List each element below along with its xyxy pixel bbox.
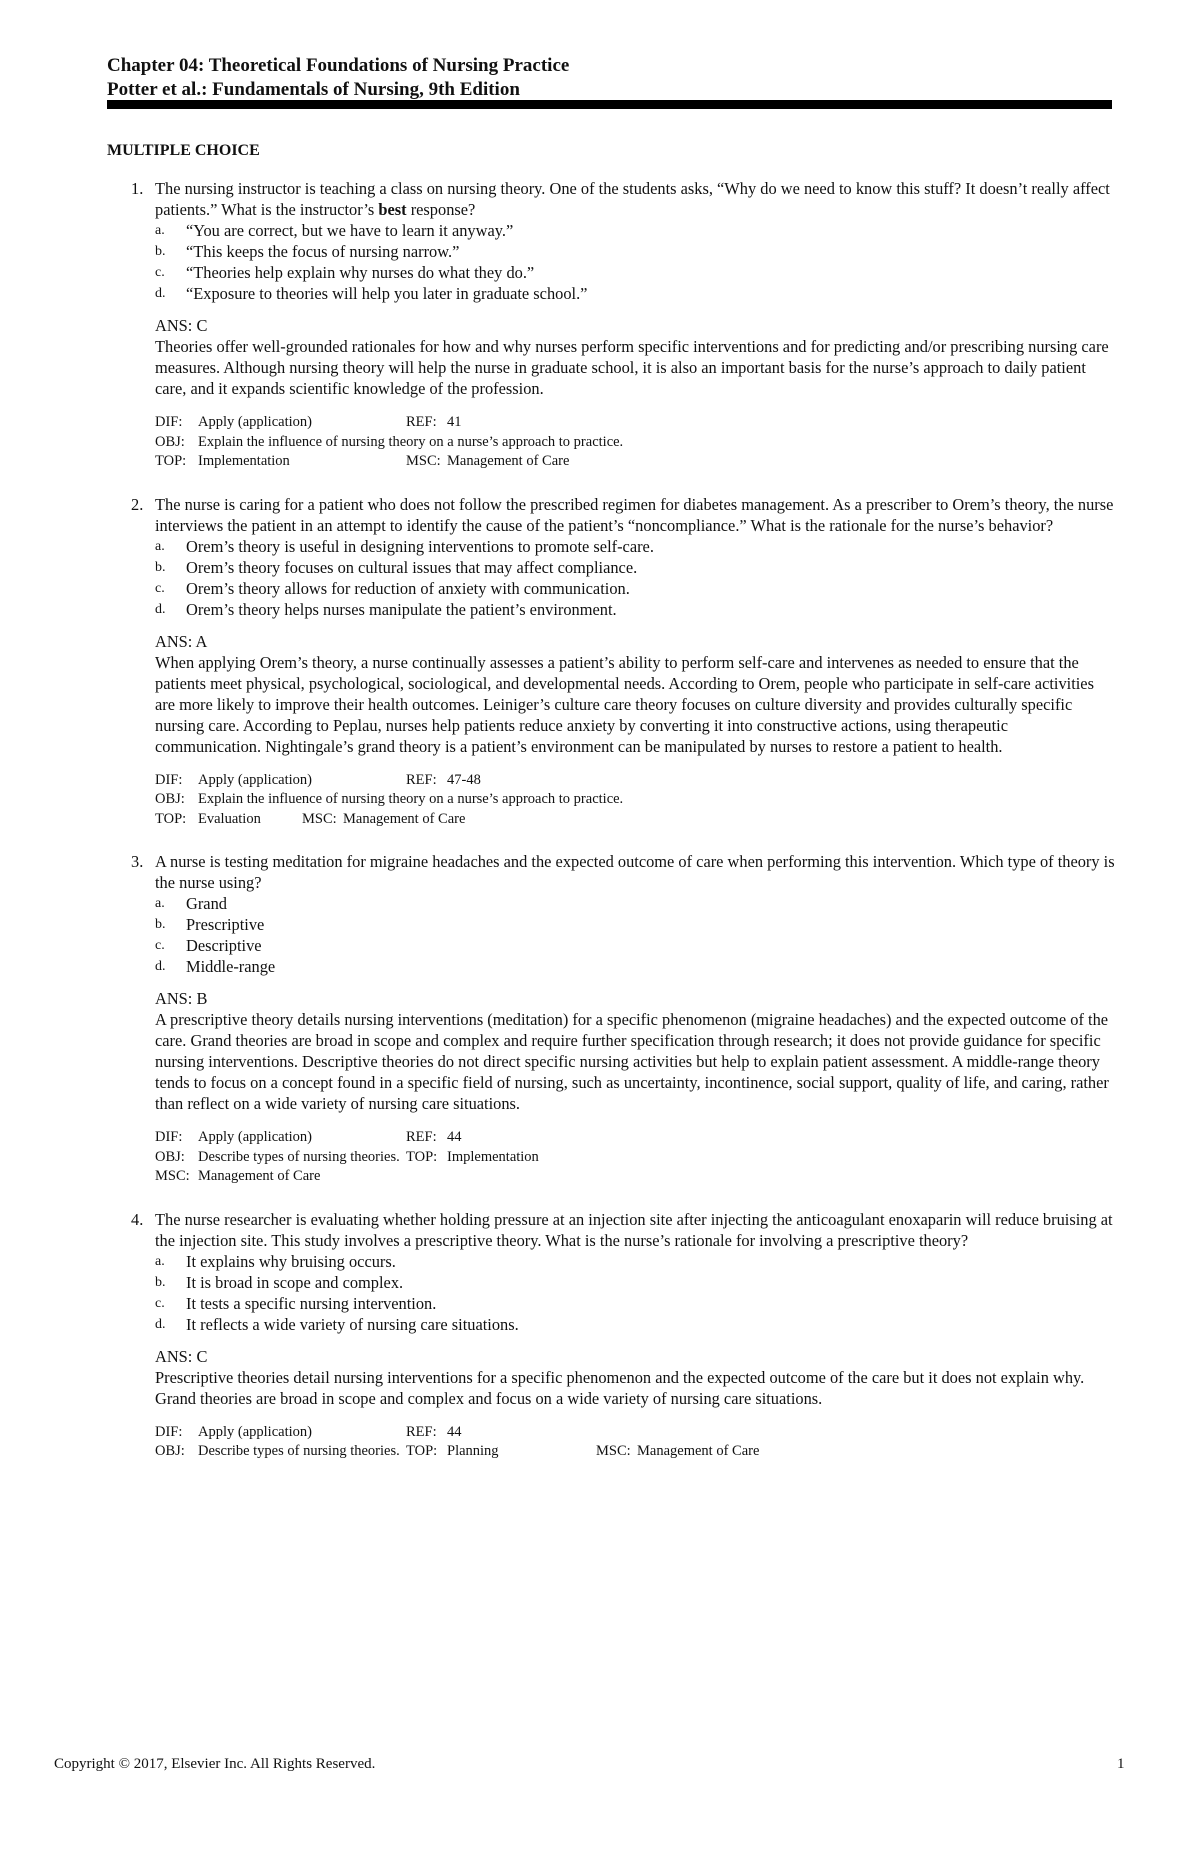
question-2 (107, 494, 1117, 830)
objective: Explain the influence of nursing theory on a nurse’s approach to practice. (198, 433, 624, 450)
obj-label: OBJ: (155, 1148, 185, 1165)
question-1 (107, 178, 1117, 472)
option-letter: d. (155, 959, 166, 974)
question-number: 2. (131, 494, 144, 514)
meta-row (155, 1442, 1117, 1462)
option-text: Prescriptive (186, 915, 265, 934)
answer-key: ANS: B (155, 989, 208, 1008)
msc-label: MSC: (302, 810, 337, 827)
option-a (155, 536, 1117, 557)
meta-row (155, 413, 1117, 433)
msc: Management of Care (343, 810, 466, 827)
difficulty: Apply (application) (198, 414, 312, 430)
option-a (155, 893, 1117, 914)
question-number: 1. (131, 179, 144, 198)
question-metadata (155, 1128, 1117, 1187)
reference: 44 (447, 1423, 462, 1440)
rationale: Theories offer well-grounded rationales for how and why nurses perform specific interventions and for predicting and/or prescribing nursing care measures. Although nursing theory will help the nurse in graduate school, it is also an important basis for the nurse’s approach to daily patient care, and it expands scientific knowledge of the profession. (155, 337, 1109, 398)
option-c (155, 262, 1117, 283)
meta-row (155, 771, 1117, 791)
option-text: Descriptive (186, 936, 262, 955)
option-b (155, 557, 1117, 578)
msc: Management of Care (198, 1168, 321, 1184)
topic: Implementation (198, 453, 290, 469)
option-d (155, 599, 1117, 620)
question-4 (107, 1209, 1117, 1462)
topic: Implementation (447, 1148, 539, 1165)
option-text: Orem’s theory focuses on cultural issues that may affect compliance. (186, 557, 638, 577)
option-letter: d. (155, 601, 166, 617)
option-text: Orem’s theory allows for reduction of anxiety with communication. (186, 578, 630, 598)
option-letter: b. (155, 559, 166, 575)
ref-label: REF: (406, 414, 437, 430)
option-letter: b. (155, 1274, 166, 1290)
option-d (155, 956, 1117, 977)
option-text: It is broad in scope and complex. (186, 1272, 404, 1292)
ref-label: REF: (406, 1129, 437, 1145)
reference: 44 (447, 1129, 462, 1145)
option-text: “You are correct, but we have to learn it anyway.” (186, 221, 514, 240)
option-a (155, 1251, 1117, 1272)
option-letter: a. (155, 538, 165, 554)
option-text: It reflects a wide variety of nursing care situations. (186, 1314, 519, 1334)
option-letter: c. (155, 938, 165, 953)
msc-label: MSC: (155, 1168, 190, 1184)
ref-label: REF: (406, 771, 437, 788)
document-header (107, 54, 1107, 102)
question-metadata (155, 413, 1117, 472)
header-rule (107, 100, 1112, 109)
option-letter: a. (155, 896, 165, 911)
dif-label: DIF: (155, 414, 183, 430)
objective: Explain the influence of nursing theory on a nurse’s approach to practice. (198, 791, 624, 807)
answer-key: ANS: A (155, 631, 208, 651)
rationale: Prescriptive theories detail nursing interventions for a specific phenomenon and the expected outcome of the care but it does not explain why. Grand theories are broad in scope and complex and focus on a wide variety of nursing care situations. (155, 1367, 1085, 1408)
option-letter: d. (155, 1316, 166, 1332)
answer-key: ANS: C (155, 316, 208, 335)
question-stem: The nurse researcher is evaluating whether holding pressure at an injection site after injecting the anticoagulant enoxaparin will reduce bruising at the injection site. This study involves a prescriptive theory. What is the nurse’s rationale for involving a prescriptive theory? (155, 1209, 1113, 1250)
question-3 (107, 851, 1117, 1187)
option-text: “Theories help explain why nurses do what they do.” (186, 263, 535, 282)
meta-row (155, 433, 1117, 453)
option-c (155, 935, 1117, 956)
option-letter: a. (155, 223, 165, 238)
meta-row (155, 1167, 1117, 1187)
ref-label: REF: (406, 1423, 437, 1440)
obj-label: OBJ: (155, 433, 185, 450)
option-letter: b. (155, 244, 166, 259)
option-text: Middle-range (186, 957, 276, 976)
option-c (155, 578, 1117, 599)
chapter-title: Chapter 04: Theoretical Foundations of Nursing Practice (107, 55, 570, 76)
answer-key: ANS: C (155, 1346, 208, 1366)
obj-label: OBJ: (155, 1443, 185, 1459)
top-label: TOP: (155, 453, 187, 469)
difficulty: Apply (application) (198, 1129, 312, 1145)
question-metadata (155, 1423, 1117, 1462)
page-number: 1 (1117, 1756, 1125, 1772)
msc: Management of Care (447, 453, 570, 469)
meta-row (155, 452, 1117, 472)
copyright: Copyright © 2017, Elsevier Inc. All Rights Reserved. (54, 1756, 376, 1772)
option-text: “Exposure to theories will help you later in graduate school.” (186, 284, 588, 303)
meta-row (155, 1128, 1117, 1148)
question-metadata (155, 771, 1117, 830)
objective: Describe types of nursing theories. (198, 1148, 400, 1165)
dif-label: DIF: (155, 1423, 183, 1440)
top-label: TOP: (406, 1148, 438, 1165)
option-b (155, 1272, 1117, 1293)
option-c (155, 1293, 1117, 1314)
book-title: Potter et al.: Fundamentals of Nursing, 9th Edition (107, 79, 520, 100)
top-label: TOP: (155, 810, 187, 827)
meta-row (155, 1148, 1117, 1168)
obj-label: OBJ: (155, 791, 185, 807)
msc-label: MSC: (406, 453, 441, 469)
rationale: When applying Orem’s theory, a nurse continually assesses a patient’s ability to perform self-care and intervenes as needed to ensure that the patients meet physical, psychological, sociological, and developmental needs. According to Orem, people who participate in self-care activities are more likely to improve their health outcomes. Leiniger’s culture care theory focuses on culture diversity and provides culturally specific nursing care. According to Peplau, nurses help patients reduce anxiety by converting it into constructive actions, using therapeutic communication. Nightingale’s grand theory is a patient’s environment can be manipulated by nurses to restore a patient to health. (155, 652, 1094, 756)
stem-emphasis: best (378, 200, 407, 219)
meta-row (155, 1423, 1117, 1443)
option-letter: a. (155, 1253, 165, 1269)
stem-text-end: response? (406, 200, 476, 219)
option-letter: b. (155, 917, 166, 932)
stem-text: The nursing instructor is teaching a class on nursing theory. One of the students asks, “Why do we need to know this stuff? It doesn’t really affect patients.” What is the instructor’s (155, 179, 1110, 219)
section-title: MULTIPLE CHOICE (107, 142, 260, 159)
option-letter: c. (155, 265, 165, 280)
topic: Evaluation (198, 810, 261, 827)
msc: Management of Care (637, 1443, 760, 1459)
question-stem (155, 178, 1117, 220)
question-stem: A nurse is testing meditation for migraine headaches and the expected outcome of care when performing this intervention. Which type of theory is the nurse using? (155, 852, 1115, 892)
reference: 47-48 (447, 771, 481, 788)
option-letter: d. (155, 286, 166, 301)
question-list (107, 178, 1117, 1484)
option-letter: c. (155, 580, 165, 596)
meta-row (155, 790, 1117, 810)
option-text: Grand (186, 894, 227, 913)
rationale: A prescriptive theory details nursing interventions (meditation) for a specific phenomenon (migraine headaches) and the expected outcome of the care. Grand theories are broad in scope and complex and require further specification through research; it does not provide guidance for specific nursing interventions. Descriptive theories do not direct specific nursing activities but help to explain patient assessment. A middle-range theory tends to focus on a concept found in a specific field of nursing, such as uncertainty, incontinence, social support, quality of life, and caring, rather than reflect on a wide variety of nursing care situations. (155, 1010, 1109, 1113)
reference: 41 (447, 414, 462, 430)
option-text: It explains why bruising occurs. (186, 1251, 396, 1271)
topic: Planning (447, 1443, 499, 1459)
option-b (155, 241, 1117, 262)
meta-row (155, 810, 1117, 830)
option-a (155, 220, 1117, 241)
difficulty: Apply (application) (198, 771, 312, 788)
option-d (155, 1314, 1117, 1335)
option-d (155, 283, 1117, 304)
option-text: “This keeps the focus of nursing narrow.” (186, 242, 460, 261)
question-number: 4. (131, 1209, 144, 1229)
objective: Describe types of nursing theories. (198, 1443, 400, 1459)
top-label: TOP: (406, 1443, 438, 1459)
option-text: Orem’s theory helps nurses manipulate the patient’s environment. (186, 599, 617, 619)
question-number: 3. (131, 852, 144, 871)
option-letter: c. (155, 1295, 165, 1311)
dif-label: DIF: (155, 771, 183, 788)
difficulty: Apply (application) (198, 1423, 312, 1440)
question-stem: The nurse is caring for a patient who does not follow the prescribed regimen for diabetes management. As a prescriber to Orem’s theory, the nurse interviews the patient in an attempt to identify the cause of the patient’s “noncompliance.” What is the rationale for the nurse’s behavior? (155, 494, 1114, 535)
option-text: It tests a specific nursing intervention. (186, 1293, 437, 1313)
msc-label: MSC: (596, 1443, 631, 1459)
option-text: Orem’s theory is useful in designing interventions to promote self-care. (186, 536, 654, 556)
dif-label: DIF: (155, 1129, 183, 1145)
option-b (155, 914, 1117, 935)
